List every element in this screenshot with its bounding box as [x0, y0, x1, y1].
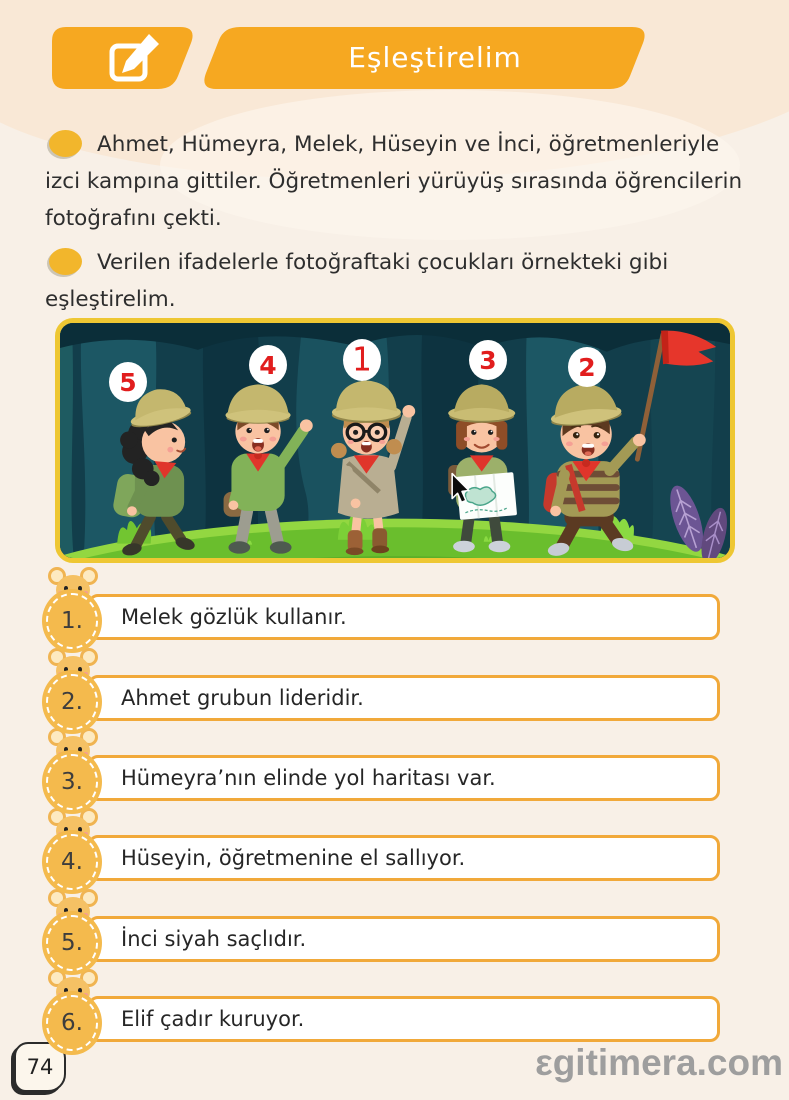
statement-row	[61, 755, 720, 801]
instruction-text: Verilen ifadelerle fotoğraftaki çocukları örnekteki gibi eşleştirelim.	[45, 250, 669, 312]
instruction-text: Ahmet, Hümeyra, Melek, Hüseyin ve İnci, öğretmenleriyle izci kampına gittiler. Öğretmenleri yürüyüş sırasında öğrencilerin fotoğrafını çekti.	[45, 132, 743, 231]
photo-number-4: 4	[249, 345, 287, 385]
statement-row	[61, 594, 720, 640]
instruction-paragraph	[45, 244, 751, 318]
page-number-badge	[14, 1042, 66, 1092]
item-number: 3.	[46, 754, 98, 810]
item-number: 2.	[46, 674, 98, 730]
photo-number-5: 5	[109, 362, 147, 402]
mouse-number-badge	[43, 648, 103, 740]
item-number: 6.	[46, 995, 98, 1051]
mouse-number-badge	[43, 808, 103, 900]
trail-map	[456, 472, 517, 520]
statement-row	[61, 996, 720, 1042]
item-number: 5.	[46, 915, 98, 971]
watermark-logo: εgitimera.com	[535, 1042, 783, 1083]
mouse-number-badge	[43, 567, 103, 659]
mouse-number-badge	[43, 728, 103, 820]
photo-number-1-example: 1	[343, 339, 381, 381]
item-number: 4.	[46, 834, 98, 890]
mouse-number-badge	[43, 889, 103, 981]
instruction-paragraph	[45, 126, 751, 237]
photo-number-2: 2	[568, 347, 606, 387]
bullet-icon	[49, 248, 82, 275]
statement-text: Hümeyra’nın elinde yol haritası var.	[121, 766, 496, 790]
page-number: 74	[26, 1055, 54, 1079]
camp-photo	[55, 318, 735, 563]
statement-row	[61, 835, 720, 881]
statement-text: Elif çadır kuruyor.	[121, 1007, 305, 1031]
photo-number-3: 3	[469, 340, 507, 380]
statement-row	[61, 916, 720, 962]
statement-row	[61, 675, 720, 721]
statement-text: İnci siyah saçlıdır.	[121, 927, 307, 951]
statement-text: Hüseyin, öğretmenine el sallıyor.	[121, 846, 466, 870]
statement-text: Melek gözlük kullanır.	[121, 605, 347, 629]
item-number: 1.	[46, 593, 98, 649]
statement-text: Ahmet grubun lideridir.	[121, 686, 364, 710]
camp-illustration	[60, 323, 730, 558]
bullet-icon	[49, 130, 82, 157]
section-title: Eşleştirelim	[348, 41, 522, 74]
